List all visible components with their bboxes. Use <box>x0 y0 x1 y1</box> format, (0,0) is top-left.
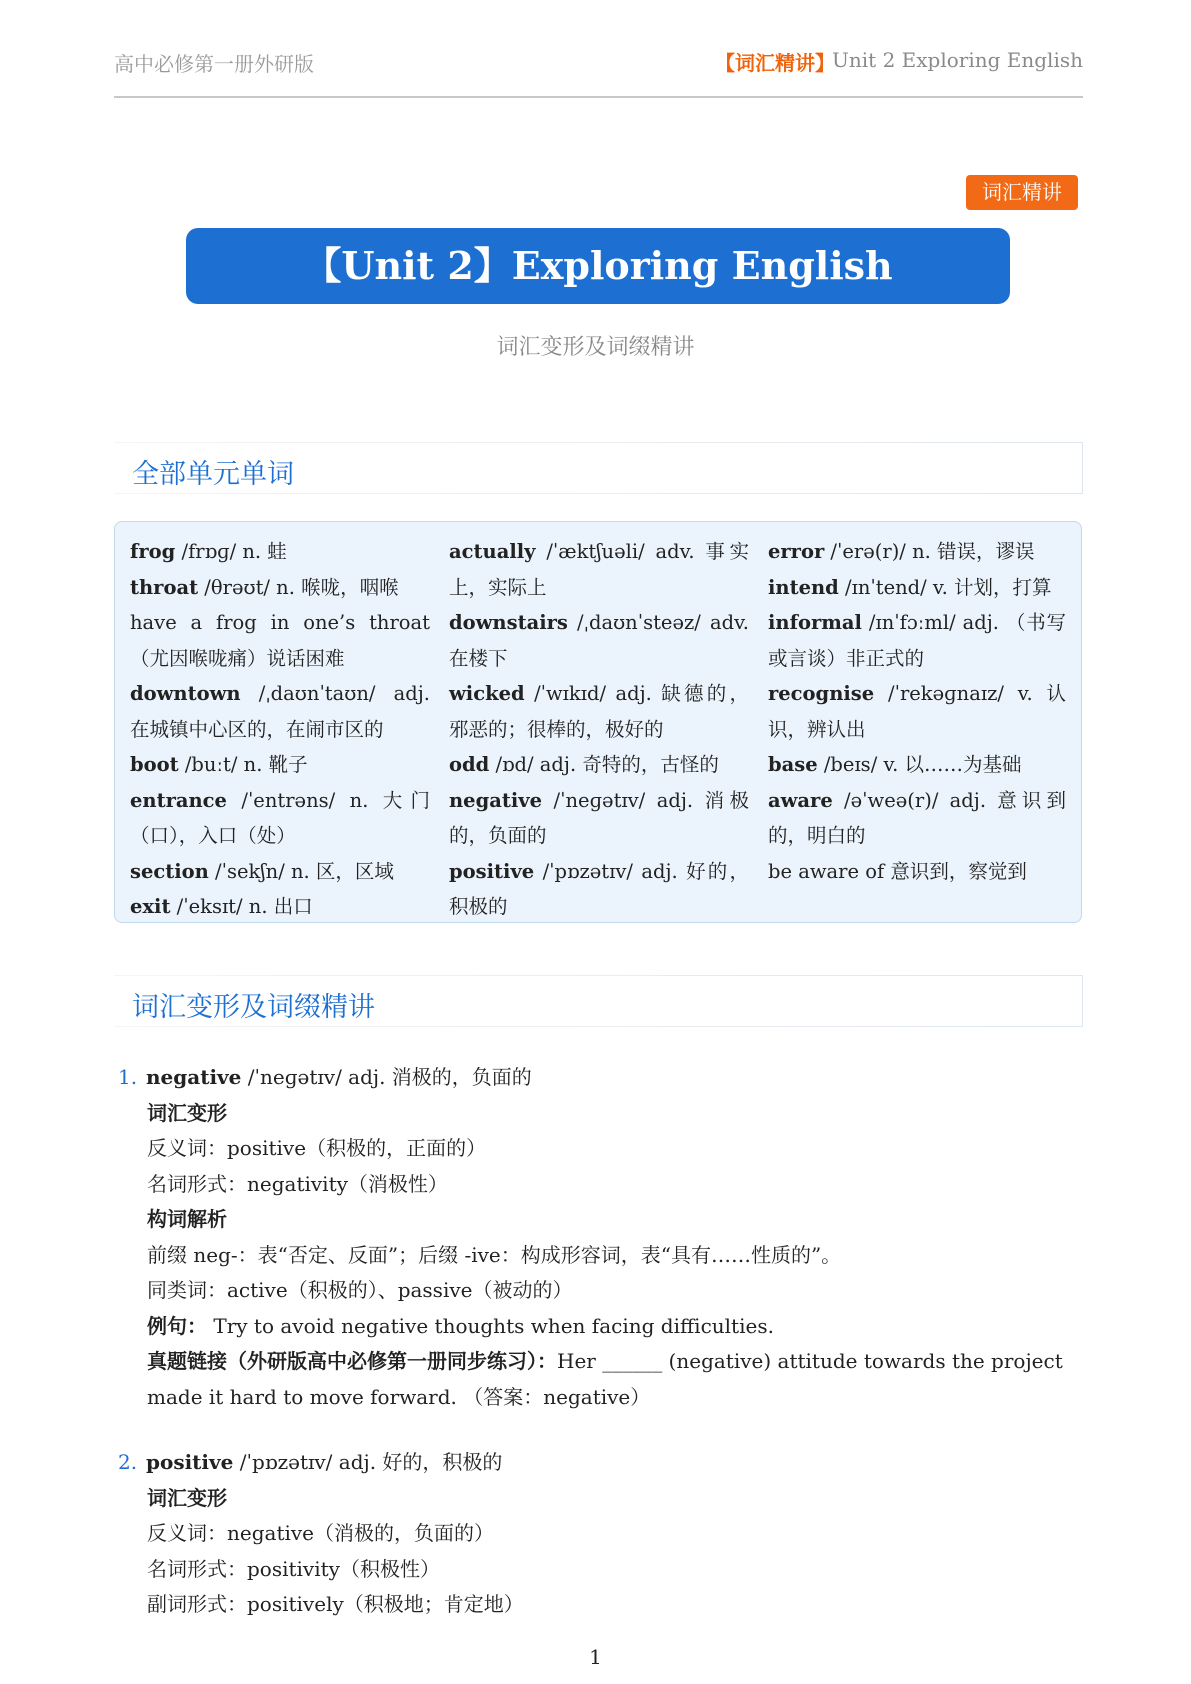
vocab-entry: boot /buːt/ n. 靴子 <box>130 753 308 776</box>
item-number: 2. <box>118 1450 138 1474</box>
vocab-entry: informal /ɪnˈfɔːml/ adj. （书写或言谈）非正式的 <box>768 611 1066 670</box>
antonym-line: 反义词：negative（消极的，负面的） <box>147 1521 495 1545</box>
headword-definition: /ˈneɡətɪv/ adj. 消极的，负面的 <box>241 1065 532 1089</box>
category-badge: 词汇精讲 <box>966 175 1078 210</box>
vocab-column-3 <box>768 534 1066 889</box>
vocab-entry: entrance /ˈentrəns/ n. 大门（口），入口（处） <box>130 788 430 847</box>
vocab-entry: odd /ɒd/ adj. 奇特的，古怪的 <box>449 753 719 776</box>
page-header <box>114 44 1083 98</box>
vocab-entry: intend /ɪnˈtend/ v. 计划，打算 <box>768 575 1052 599</box>
section-heading-label: 词汇变形及词缀精讲 <box>132 992 375 1023</box>
vocab-entry: downstairs /ˌdaʊnˈsteəz/ adv. 在楼下 <box>449 611 749 670</box>
adverb-form-line: 副词形式：positively（积极地；肯定地） <box>147 1592 524 1616</box>
noun-form-line: 名词形式：negativity（消极性） <box>147 1171 448 1196</box>
word-item-negative <box>118 1060 1083 1415</box>
vocab-entry: actually /ˈæktʃuəli/ adv. 事实上，实际上 <box>449 540 749 599</box>
vocab-entry: exit /ˈeksɪt/ n. 出口 <box>130 895 313 918</box>
subheading-analysis: 构词解析 <box>147 1207 227 1231</box>
vocab-entry: section /ˈsekʃn/ n. 区，区域 <box>130 859 394 883</box>
vocab-entry: frog /frɒɡ/ n. 蛙 <box>130 540 287 563</box>
vocab-entry: wicked /ˈwɪkɪd/ adj. 缺德的，邪恶的；很棒的，极好的 <box>449 682 749 741</box>
vocab-column-2 <box>449 534 749 925</box>
vocabulary-box <box>114 521 1082 923</box>
headword-definition: /ˈpɒzətɪv/ adj. 好的，积极的 <box>233 1450 503 1474</box>
vocab-entry: positive /ˈpɒzətɪv/ adj. 好的，积极的 <box>449 859 749 918</box>
vocab-entry: negative /ˈneɡətɪv/ adj. 消极的，负面的 <box>449 788 749 847</box>
section-heading-all-words <box>114 442 1083 494</box>
item-headword-line <box>118 1445 1083 1481</box>
unit-banner: 【Unit 2】Exploring English <box>186 228 1010 304</box>
page-number: 1 <box>589 1645 602 1669</box>
analysis-line: 前缀 neg-：表“否定、反面”；后缀 -ive：构成形容词，表“具有……性质的”。 <box>147 1242 842 1267</box>
page-subtitle: 词汇变形及词缀精讲 <box>496 335 695 360</box>
vocab-entry: error /ˈerə(r)/ n. 错误，谬误 <box>768 540 1035 563</box>
exam-link-line: 真题链接（外研版高中必修第一册同步练习）：Her ______ (negative) attitude towards the project made it hard to move forward. （答案：negative） <box>147 1349 1063 1409</box>
section-heading-derivation <box>114 975 1083 1027</box>
vocab-entry: recognise /ˈrekəɡnaɪz/ v. 认识，辨认出 <box>768 682 1066 741</box>
subheading-forms: 词汇变形 <box>147 1485 227 1510</box>
vocab-entry: throat /θrəʊt/ n. 喉咙，咽喉 <box>130 575 399 599</box>
book-title: 高中必修第一册外研版 <box>114 52 314 76</box>
unit-title: Unit 2 Exploring English <box>832 48 1083 72</box>
vocab-column-1 <box>130 534 430 925</box>
word-item-positive <box>118 1445 1083 1623</box>
headword: positive <box>146 1450 234 1474</box>
noun-form-line: 名词形式：positivity（积极性） <box>147 1556 440 1581</box>
example-line: 例句： Try to avoid negative thoughts when facing difficulties. <box>147 1313 774 1338</box>
headword: negative <box>146 1065 242 1089</box>
similar-words-line: 同类词：active（积极的）、passive（被动的） <box>147 1278 573 1302</box>
vocab-entry: downtown /ˌdaʊnˈtaʊn/ adj. 在城镇中心区的，在闹市区的 <box>130 682 430 741</box>
vocab-entry: aware /əˈweə(r)/ adj. 意识到的，明白的 <box>768 788 1066 847</box>
item-headword-line <box>118 1060 1083 1096</box>
vocab-entry: have a frog in one’s throat （尤因喉咙痛）说话困难 <box>130 611 430 670</box>
item-number: 1. <box>118 1065 138 1089</box>
antonym-line: 反义词：positive（积极的，正面的） <box>147 1136 487 1160</box>
section-heading-label: 全部单元单词 <box>132 459 294 490</box>
header-tag: 【词汇精讲】 <box>715 51 835 75</box>
vocab-entry: be aware of 意识到，察觉到 <box>768 859 1027 883</box>
vocab-entry: base /beɪs/ v. 以……为基础 <box>768 753 1022 776</box>
subheading-forms: 词汇变形 <box>147 1100 227 1125</box>
